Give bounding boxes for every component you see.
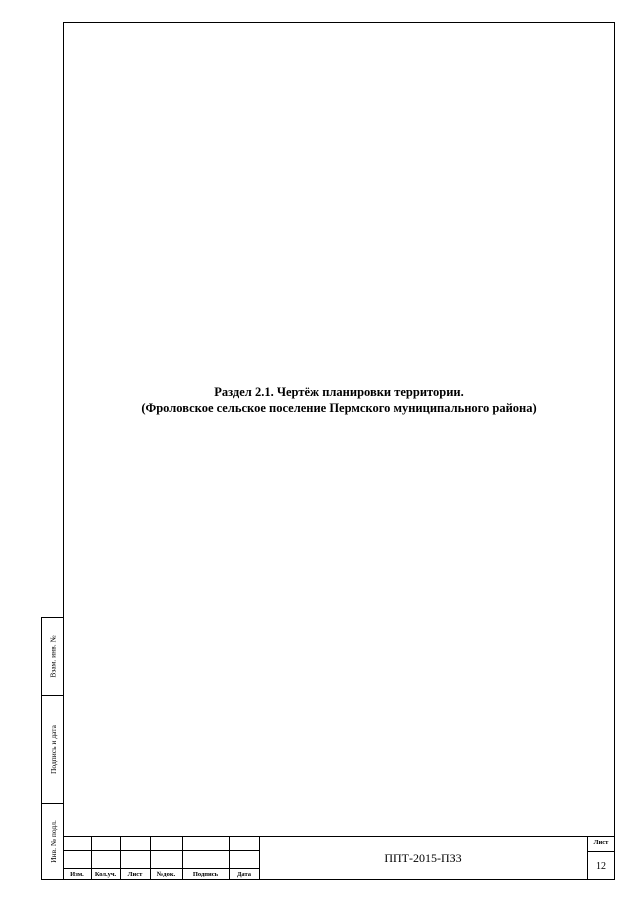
document-code: ППТ-2015-ПЗ3 [384, 851, 462, 865]
section-subtitle: (Фроловское сельское поселение Пермского муниципального района) [141, 401, 537, 415]
column-label-change: Изм. [70, 871, 84, 878]
title-block [63, 836, 615, 880]
column-label-date: Дата [236, 871, 252, 878]
section-title: Раздел 2.1. Чертёж планировки территории. [214, 385, 464, 399]
side-stamp-cell [42, 618, 64, 695]
grid-line [587, 851, 615, 852]
section-heading [63, 384, 615, 416]
drawing-frame [63, 22, 615, 880]
side-stamp-cell [42, 695, 64, 803]
column-label-doc-number: №док. [156, 871, 176, 878]
sheet-label: Лист [593, 839, 609, 846]
column-label-signature: Подпись [192, 871, 219, 878]
grid-line [63, 850, 259, 851]
side-stamp [41, 617, 63, 880]
side-label-replacement-inv: Взам. инв. № [48, 635, 58, 678]
side-label-original-inv: Инв. № подл. [48, 819, 58, 863]
column-label-sheet: Лист [127, 871, 143, 878]
side-label-signature-date: Подпись и дата [48, 724, 58, 774]
column-label-count: Кол.уч. [94, 871, 117, 878]
side-stamp-cell [42, 803, 64, 879]
sheet-number: 12 [596, 861, 606, 872]
